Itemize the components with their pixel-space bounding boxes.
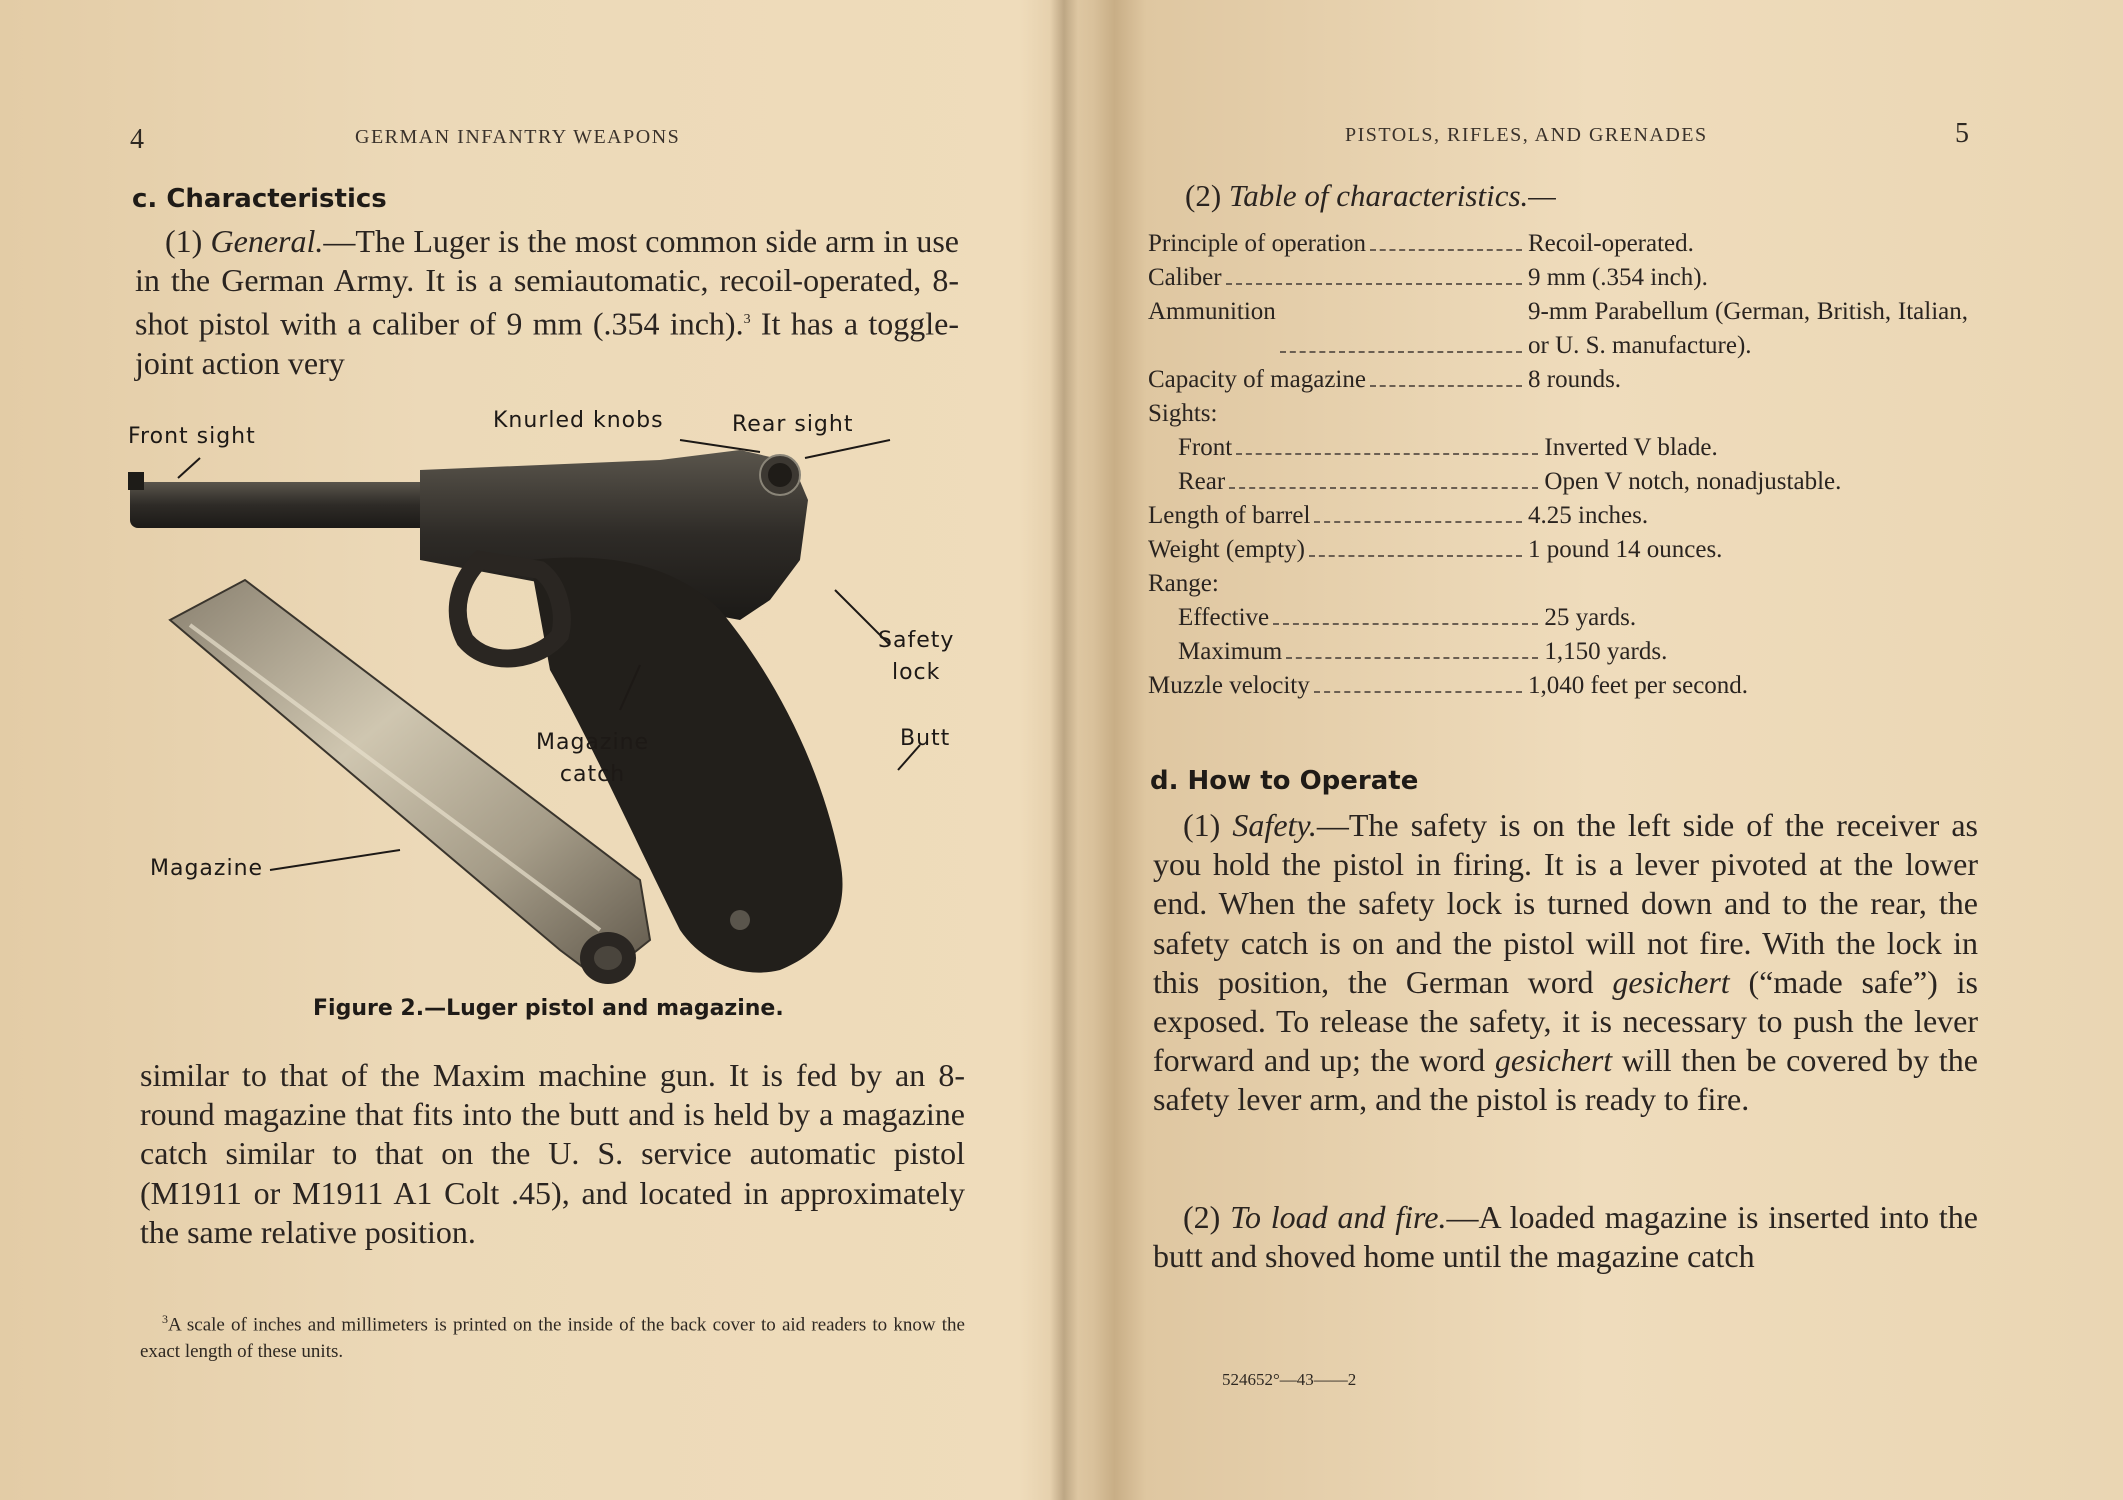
left-page-number: 4 [130,124,144,155]
paragraph-general-continued: similar to that of the Maxim machine gun. It is fed by an 8-round magazine that fits into the butt and is held by a magazine catch similar to that on the U. S. service automatic pistol (M1911 or M1911 A1 Colt .45), and located in approximately the same relative position. [140,1057,965,1250]
table-row: Ammunition 9-mm Parabellum (German, British, Italian, or U. S. manufacture). [1148,295,1988,363]
table-row: Muzzle velocity 1,040 feet per second. [1148,669,1988,703]
label-front-sight: Front sight [128,424,256,449]
label-butt: Butt [900,726,951,751]
paragraph-load-and-fire: (2) To load and fire.—A loaded magazine is inserted into the butt and shoved home until the magazine catch [1153,1199,1979,1275]
section-heading-characteristics: c. Characteristics [132,184,387,214]
table-row: Rear Open V notch, nonadjustable. [1148,465,1988,499]
table-row: Front Inverted V blade. [1148,431,1988,465]
luger-pistol-figure [120,410,980,990]
label-magazine-catch: Magazine catch [536,730,650,787]
characteristics-table [1148,227,1988,703]
label-rear-sight: Rear sight [732,412,854,437]
pistol-illustration [128,450,843,973]
table-row: Maximum 1,150 yards. [1148,635,1988,669]
label-knurled-knobs: Knurled knobs [493,408,664,433]
paragraph-safety: (1) Safety.—The safety is on the left side of the receiver as you hold the pistol in firing. It is a lever pivoted at the lower end. When the safety lock is turned down and to the rear, the safety catch is on and the pistol will not fire. With the lock in this position, the German word gesichert (“made safe”) is exposed. To release the safety, it is necessary to push the lever forward and up; the word gesichert will then be covered by the safety lever arm, and the pistol is ready to fire. [1153,807,1979,1118]
table-row: Range: [1148,570,1219,597]
table-heading: (2) Table of characteristics.— [1185,178,1556,213]
figure-caption: Figure 2.—Luger pistol and magazine. [313,996,784,1021]
right-running-head: PISTOLS, RIFLES, AND GRENADES [1345,124,1708,146]
table-row: Effective 25 yards. [1148,601,1988,635]
table-row: Capacity of magazine 8 rounds. [1148,363,1988,397]
table-row: Sights: [1148,400,1218,427]
paragraph-title-load-and-fire: To load and fire. [1230,1199,1447,1235]
right-page-number: 5 [1955,118,1969,149]
left-running-head: GERMAN INFANTRY WEAPONS [355,126,681,148]
label-safety-lock: Safety lock [878,628,955,685]
table-row: Weight (empty) 1 pound 14 ounces. [1148,533,1988,567]
section-heading-how-to-operate: d. How to Operate [1150,766,1419,796]
table-row: Caliber 9 mm (.354 inch). [1148,261,1988,295]
paragraph-general: (1) General.—The Luger is the most common side arm in use in the German Army. It is a semiautomatic, recoil-operated, 8-shot pistol with a caliber of 9 mm (.354 inch).$^3$ It has a toggle-joint action very [135,223,960,382]
print-code: 524652°—43——2 [1222,1370,1357,1389]
table-row: Length of barrel 4.25 inches. [1148,499,1988,533]
paragraph-title-general: General. [210,223,324,259]
paragraph-title-safety: Safety. [1232,807,1317,843]
footnote-ref: 3 [743,312,751,328]
label-magazine: Magazine [150,856,264,881]
book-gutter [1050,0,1078,1500]
footnote: $^3$A scale of inches and millimeters is printed on the inside of the back cover to aid readers to know the exact length of these units. [140,1312,965,1363]
table-row: Principle of operation Recoil-operated. [1148,227,1988,261]
